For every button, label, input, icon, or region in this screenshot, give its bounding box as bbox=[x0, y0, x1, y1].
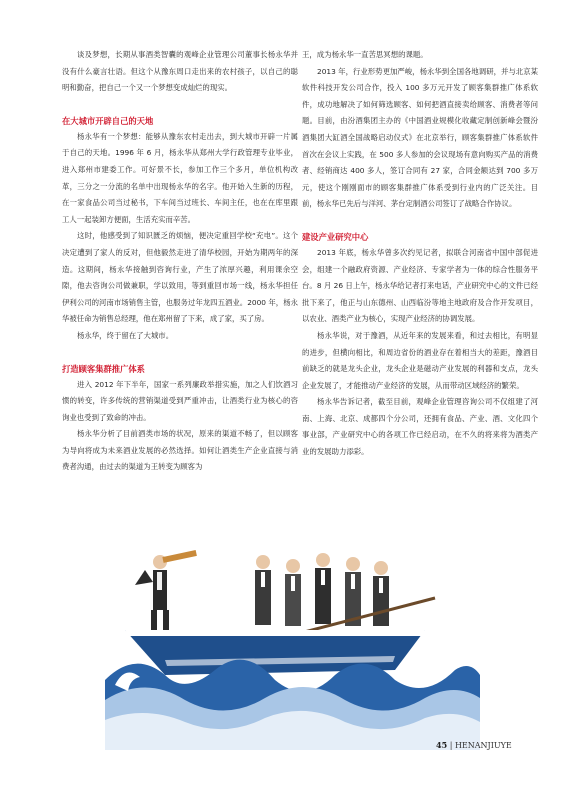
telescope-man bbox=[135, 550, 197, 644]
paragraph: 进入 2012 年下半年，国家一系列廉政举措实施，加之人们饮酒习惯的转变，许多传统的营销渠道受到严重冲击，让酒类行业为核心的咨询业也受到了致命的冲击。 bbox=[62, 379, 298, 422]
paragraph: 2013 年，行业形势更加严峻，杨永华到全国各地调研，并与北京某软件科技开发公司合作，投入 100 多万元开发了顾客集群推广体系软件，成功地解决了如何筛选顾客、如何把酒直接卖给顾客、消费者等问题。目前，由汾酒集团主办的《中国酒业规模化收藏定制创新峰会暨汾酒集团大缸酒全国战略启动仪式》在北京举行，顾客集群推广体系软件首次在会议上实践，在 500 多人参加的会议现场有意向购买产品的消费者、经销商达 400 多人，签订合同有 27 家，合同金额达到 700 多万元，使这个刚刚面市的顾客集群推广体系受到行业内的广泛关注。目前，杨永华已先后与洋河、茅台定制酒公司签订了战略合作协议。 bbox=[302, 66, 538, 209]
paragraph: 杨永华告诉记者，截至目前，观峰企业管理咨询公司不仅组建了河南、上海、北京、成都四个分公司，还拥有食品、产业、酒、文化四个事业部，产业研究中心的各项工作已经启动，在不久的将来将为酒类产业的发展助力添彩。 bbox=[302, 397, 538, 457]
left-column bbox=[62, 47, 298, 476]
boat bbox=[125, 630, 425, 675]
paragraph: 谈及梦想，长期从事酒类智囊的观峰企业管理公司董事长杨永华并没有什么豪言壮语。但这个从豫东周口走出来的农村孩子，以自己的聪明和勤奋，把自己一个又一个梦想变成灿烂的现实。 bbox=[62, 50, 298, 93]
section-heading: 建设产业研究中心 bbox=[302, 231, 369, 242]
paragraph: 杨永华说，对于豫酒，从近年来的发展来看，和过去相比，有明显的进步，但横向相比，和周边省份的酒业存在着相当大的差距，豫酒目前缺乏的就是龙头企业，龙头企业是磁动产业发展的利器和支点，龙头企业发展了，才能推动产业经济的发展，从而带动区域经济的繁荣。 bbox=[302, 330, 538, 390]
magazine-name: HENANJIUYE bbox=[454, 741, 512, 750]
page-number: 45 bbox=[436, 740, 448, 750]
right-column bbox=[302, 47, 538, 461]
paragraph: 王，成为杨永华一直苦思冥想的课题。 bbox=[302, 50, 428, 59]
paragraph: 这时，他感受到了知识匮乏的烦恼，便决定重回学校“充电”。这个决定遭到了家人的反对，但他毅然走进了清华校园，开始为期两年的深造。这期间，杨永华接触到咨询行业，产生了浓厚兴趣，利用课余空隙，他去咨询公司做兼职，学以致用，等到重回市场一线，杨永华担任伊利公司的河南市场销售主管，也服务过年龙四五酒业。2000 年，杨永华被任命为销售总经理，他在郑州留了下来，成了家，买了房。 bbox=[62, 231, 298, 324]
businessmen-boat-illustration bbox=[105, 510, 480, 750]
paragraph: 杨永华有一个梦想：能够从豫东农村走出去，到大城市开辟一片属于自己的天地。1996 年 6 月，杨永华从郑州大学行政管理专业毕业，进入郑州市建委工作。可好景不长，参加工作三个多月，单位机构改革，三分之一分流的名单中出现杨永华的名字。他开始入生新的历程，在一家食品公司当过秘书，下车间当过班长、车间主任，也在在库里跟工人一起装卸方便面，生活充实而辛苦。 bbox=[62, 131, 298, 224]
section-heading: 在大城市开辟自己的天地 bbox=[62, 115, 154, 126]
section-heading: 打造顾客集群推广体系 bbox=[62, 363, 145, 374]
page-footer: 45 | HENANJIUYE bbox=[436, 740, 512, 750]
paragraph: 杨永华分析了目前酒类市场的状况，原来的渠道不畅了，但以顾客为导向将成为未来酒业发展的必然选择。如何让酒类生产企业直接与消费者沟通，由过去的渠道为王转变为顾客为 bbox=[62, 429, 298, 472]
paragraph: 2013 年底，杨永华曾多次约见记者，拟联合河南省中国中部促进会，组建一个融政府资源、产业经济、专家学者为一体的综合性服务平台。8 月 26 日上午，杨永华给记者打来电话，产业研究中心的文件已经批下来了，他正与山东德州、山西临汾等地主地政府及合作开发项目，以农业、酒类产业为核心，实现产业经济的协调发展。 bbox=[302, 247, 538, 324]
paragraph: 杨永华，终于留在了大城市。 bbox=[77, 330, 174, 340]
